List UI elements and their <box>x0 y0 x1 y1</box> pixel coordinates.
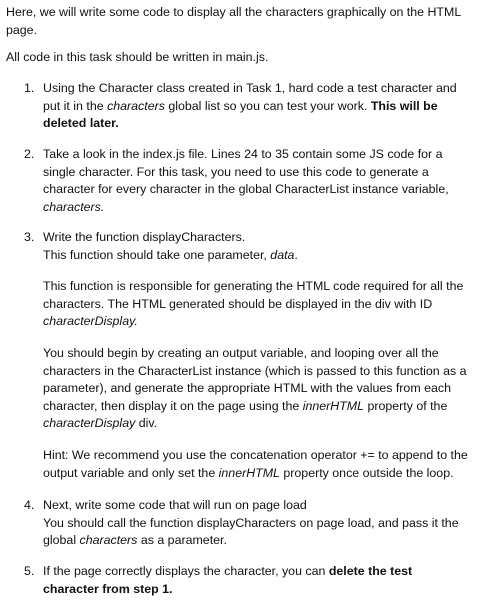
text-run: property of the <box>364 398 448 413</box>
scope-line: All code in this task should be written in main.js. <box>6 50 269 64</box>
list-number: 4. <box>24 498 35 512</box>
italic-term: characterDisplay <box>43 416 136 431</box>
italic-term: characterDisplay. <box>43 314 138 329</box>
list-number: 1. <box>24 81 35 95</box>
text-line <box>43 581 481 599</box>
text-run: output variable and only set the <box>43 465 219 480</box>
bold-note: This will be <box>370 98 438 113</box>
text-line: Next, write some code that will run on page load <box>43 498 307 512</box>
text-line <box>43 115 481 133</box>
text-line: characters in the CharacterList instance (which is passed to this function as a <box>43 363 467 378</box>
text-run: put it in the <box>43 98 108 113</box>
text-run: property once outside the loop. <box>279 465 454 480</box>
list-item-body <box>43 80 481 133</box>
list-item-body <box>43 497 481 550</box>
text-line: You should call the function displayCharacters on page load, and pass it the <box>43 515 459 530</box>
text-line: Write the function displayCharacters. <box>43 230 246 244</box>
list-number: 2. <box>24 147 35 161</box>
text-run: This function should take one parameter, <box>43 247 271 262</box>
text-line: You should begin by creating an output variable, and looping over all the <box>43 346 439 360</box>
text-line <box>43 563 481 581</box>
bold-note: character from step 1. <box>43 581 173 596</box>
text-run: as a parameter. <box>137 533 227 548</box>
text-run: div. <box>135 416 158 431</box>
text-run: . <box>294 247 298 262</box>
text-run: global list so you can test your work. <box>164 98 371 113</box>
italic-term: data <box>270 247 295 262</box>
italic-term: innerHTML <box>218 465 280 480</box>
text-line: single character. For this task, you need to use this code to generate a <box>43 164 429 179</box>
text-line: Hint: We recommend you use the concatenation operator += to append to the <box>43 448 468 462</box>
list-item-body <box>43 229 481 264</box>
list-item-body <box>43 563 481 598</box>
intro-paragraph <box>6 4 476 39</box>
list-item-paragraph <box>43 278 481 331</box>
text-line: This function is responsible for generating the HTML code required for all the <box>43 279 464 293</box>
italic-term: characters <box>79 533 138 548</box>
text-line: Using the Character class created in Task 1, hard code a test character and <box>43 81 457 95</box>
text-line <box>43 465 481 483</box>
italic-term: innerHTML <box>302 398 364 413</box>
text-line: characters. The HTML generated should be displayed in the div with ID <box>43 296 433 311</box>
text-line <box>43 313 481 331</box>
text-line: Take a look in the index.js file. Lines 24 to 35 contain some JS code for a <box>43 147 443 161</box>
intro-line: page. <box>6 22 38 37</box>
text-line <box>43 98 481 116</box>
text-run: If the page correctly displays the character, you can <box>43 564 329 578</box>
list-number: 5. <box>24 564 35 578</box>
bold-note: delete the test <box>328 564 413 578</box>
scope-paragraph <box>6 49 476 67</box>
bold-note: deleted later. <box>43 116 119 131</box>
text-run: character, then display it on the page using the <box>43 398 303 413</box>
text-line: parameter), and generate the appropriate HTML with the values from each <box>43 381 451 396</box>
text-line <box>43 247 481 265</box>
list-item-paragraph <box>43 447 481 482</box>
text-line <box>43 532 481 550</box>
text-line: character for every character in the global CharacterList instance variable, <box>43 182 449 197</box>
italic-term: characters <box>107 98 165 113</box>
text-line <box>43 398 481 416</box>
text-line <box>43 415 481 433</box>
intro-line: Here, we will write some code to display all the characters graphically on the HTML <box>6 5 462 19</box>
list-number: 3. <box>24 230 35 244</box>
italic-term: characters. <box>43 199 105 214</box>
list-item-paragraph <box>43 345 481 433</box>
text-run: global <box>43 533 80 548</box>
text-line <box>43 199 481 217</box>
list-item-body <box>43 146 481 216</box>
